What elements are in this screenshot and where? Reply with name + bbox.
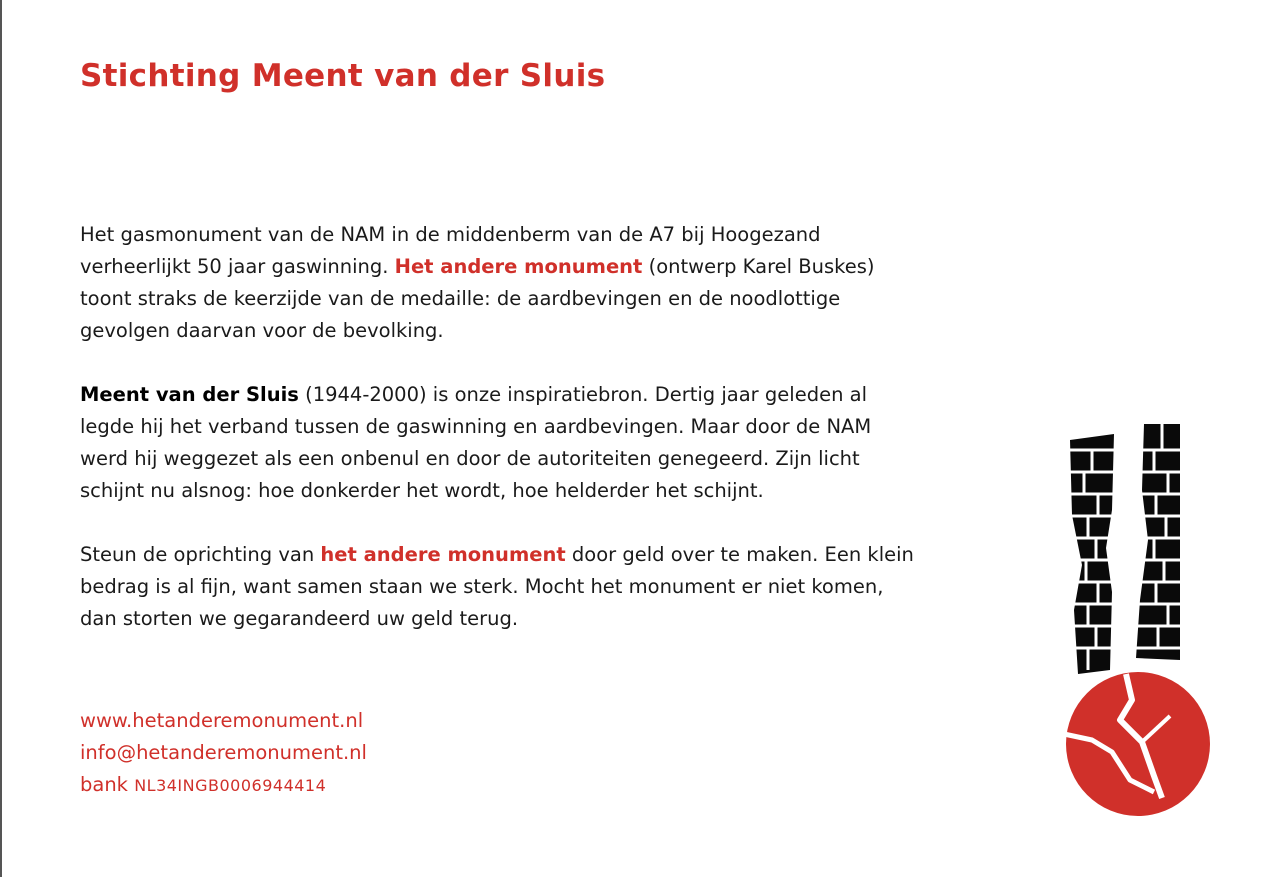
cracked-exclamation-monument-icon [1058,420,1213,820]
contact-info [80,705,367,802]
person-name: Meent van der Sluis [80,383,299,406]
page-edge [0,0,2,877]
paragraph-support [80,539,920,635]
monument-highlight: Het andere monument [394,255,643,278]
page-title: Stichting Meent van der Sluis [80,58,606,94]
monument-highlight-2: het andere monument [320,543,566,566]
paragraph-gasmonument [80,219,920,347]
para3-text-before: Steun de oprichting van [80,543,321,566]
person-years: (1944-2000) [298,383,427,406]
email-link[interactable]: info@hetanderemonument.nl [80,741,367,764]
website-link[interactable]: www.hetanderemonument.nl [80,709,364,732]
bank-number: NL34INGB0006944414 [134,776,327,795]
body-text [80,219,920,667]
para2-text-after: is onze inspiratiebron. Dertig jaar geleden al legde hij het verband tussen de gaswinning en aardbevingen. Maar door de NAM werd hij weggezet als een onbenul en door de autoriteiten genegeerd. Zijn licht schijnt nu alsnog: hoe donkerder het wordt, hoe helderder het schijnt. [80,383,872,502]
bank-label: bank [80,773,135,796]
para1-text-after: (ontwerp Karel Buskes) toont straks de keerzijde van de medaille: de aardbevingen en de noodlottige gevolgen daarvan voor de bevolking. [80,255,875,342]
para3-text-after: door geld over te maken. Een klein bedrag is al fijn, want samen staan we sterk. Mocht het monument er niet komen, dan storten we gegarandeerd uw geld terug. [80,543,914,630]
bank-account [80,769,367,802]
para1-text-before: Het gasmonument van de NAM in de middenberm van de A7 bij Hoogezand verheerlijkt 50 jaar gaswinning. [80,223,821,278]
paragraph-inspiration [80,379,920,507]
